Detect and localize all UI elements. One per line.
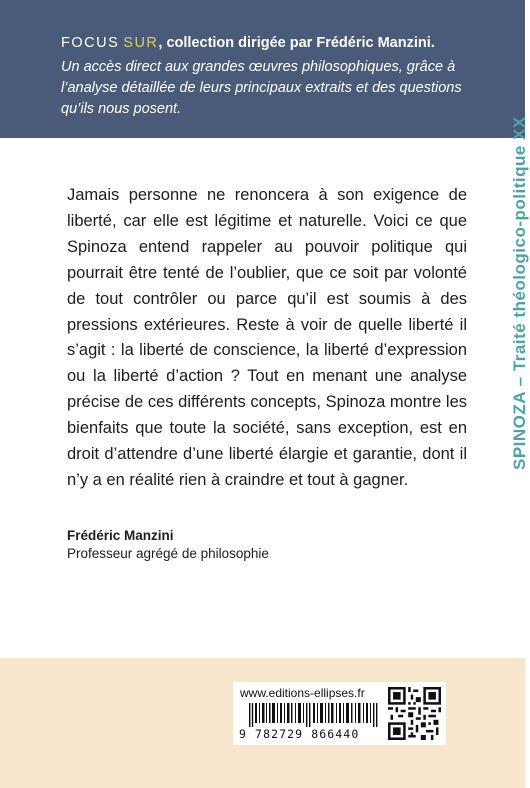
isbn-digits: 9 782729 866440 bbox=[239, 727, 360, 741]
barcode-panel bbox=[233, 682, 446, 745]
focus-label: FOCUS bbox=[61, 35, 120, 51]
collection-line bbox=[61, 35, 435, 51]
spine-title: SPINOZA – Traité théologico-politique XX bbox=[510, 116, 529, 470]
publisher-url[interactable]: www.editions-ellipses.fr bbox=[240, 686, 365, 700]
header-band bbox=[0, 0, 525, 138]
isbn-barcode bbox=[249, 703, 381, 727]
collection-director: , collection dirigée par Frédéric Manzini. bbox=[158, 35, 435, 51]
collection-description: Un accès direct aux grandes œuvres philosophiques, grâce à l’analyse détaillée de leurs principaux extraits et des questions qu’ils nous posent. bbox=[61, 59, 462, 117]
back-cover-summary: Jamais personne ne renoncera à son exigence de liberté, car elle est légitime et naturelle. Voici ce que Spinoza entend rappeler au pouvoir politique qui pourrait être tenté de l’oublier, que ce soit par volonté de tout contrôler ou parce qu’il est soumis à des pressions extérieures. Reste à voir de quelle liberté il s’agit : la liberté de conscience, la liberté d’expression ou la liberté d’action ? Tout en menant une analyse précise de ces différents concepts, Spinoza montre les bienfaits que toute la société, sans exception, est en droit d’attendre d’une liberté élargie et garantie, dont il n’y a en réalité rien à craindre et tout à gagner. bbox=[67, 186, 467, 489]
author-name: Frédéric Manzini bbox=[67, 528, 174, 543]
author-title: Professeur agrégé de philosophie bbox=[67, 546, 269, 561]
qr-code-icon[interactable] bbox=[388, 687, 441, 740]
sur-label: SUR bbox=[123, 35, 159, 51]
